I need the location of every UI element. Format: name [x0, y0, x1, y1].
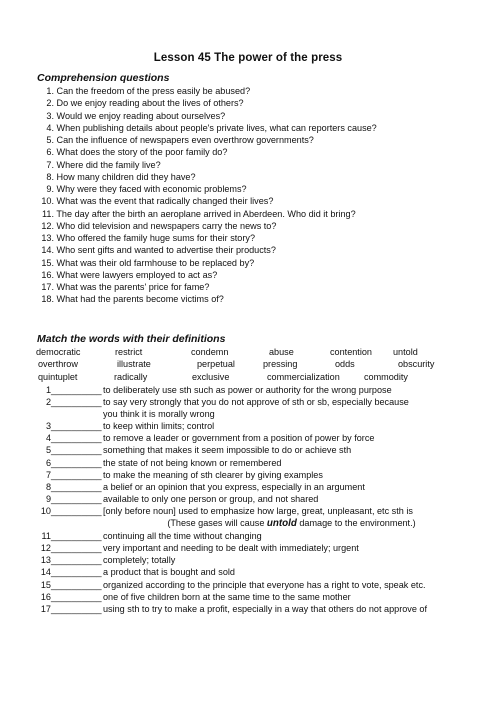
question-text: What does the story of the poor family do? [56, 147, 228, 158]
question-row [35, 195, 485, 207]
question-text: How many children did they have? [56, 171, 196, 182]
question-number: 14. [41, 245, 54, 256]
question-text: Who offered the family huge sums for their story? [56, 233, 255, 243]
word-bank-row [36, 358, 486, 370]
word-bank-item: democratic [36, 347, 81, 357]
definition-text: very important and needing to be dealt with immediately; urgent [103, 543, 359, 554]
definition-row [35, 579, 490, 591]
definition-number: 8 [45, 481, 51, 492]
answer-blank: __________ [51, 421, 102, 432]
definition-number: 16 [40, 591, 51, 602]
definition-number: 4 [45, 433, 51, 444]
word-bank-row [36, 371, 486, 383]
answer-blank: __________ [51, 469, 102, 480]
definition-number: 10 [40, 505, 51, 516]
definition-row [35, 530, 490, 542]
question-text: The day after the birth an aeroplane arrived in Aberdeen. Who did it bring? [56, 208, 356, 219]
answer-blank: __________ [51, 457, 102, 468]
definition-text: one of five children born at the same time to the same mother [103, 591, 351, 602]
definition-row [35, 469, 490, 481]
question-row [35, 85, 485, 97]
question-text: Where did the family live? [56, 159, 161, 170]
question-number: 4. [46, 122, 54, 133]
question-number: 1. [46, 86, 54, 96]
definition-number: 17 [40, 603, 51, 614]
question-number: 13. [41, 233, 54, 243]
example-text-before: (These gases will cause [167, 518, 267, 529]
definition-text: to make the meaning of sth clearer by giving examples [103, 469, 323, 480]
definition-row [35, 444, 490, 456]
question-number: 16. [41, 269, 54, 280]
definition-text: using sth to try to make a profit, especially in a way that others do not approve of [103, 603, 428, 614]
word-bank-item: untold [393, 347, 418, 357]
word-bank-item: exclusive [192, 371, 230, 382]
definition-text: continuing all the time without changing [103, 531, 262, 542]
question-number: 15. [41, 257, 54, 268]
question-row [35, 171, 485, 183]
definition-text: available to only one person or group, and not shared [103, 493, 319, 504]
question-number: 6. [46, 147, 54, 158]
definition-number: 12 [40, 543, 51, 554]
question-number: 11. [42, 208, 54, 219]
word-bank-item: obscurity [398, 359, 435, 370]
comprehension-question-list [35, 85, 485, 306]
definition-row [35, 566, 490, 578]
word-bank-item: restrict [115, 347, 143, 357]
question-text: Who sent gifts and wanted to advertise their products? [56, 245, 276, 256]
question-text: When publishing details about people's private lives, what can reporters cause? [56, 122, 377, 133]
question-row [35, 244, 485, 256]
definition-row [35, 603, 490, 615]
definition-number: 9 [45, 493, 51, 504]
answer-blank: __________ [51, 555, 102, 566]
question-text: Can the influence of newspapers even overthrow governments? [56, 135, 314, 145]
definition-number: 13 [40, 555, 51, 566]
question-row [35, 269, 485, 281]
word-bank-item: pressing [263, 359, 298, 370]
page-title: Lesson 45 The power of the press [153, 52, 343, 64]
question-text: Can the freedom of the press easily be abused? [56, 86, 251, 96]
definition-number: 2 [45, 397, 51, 408]
definition-row [35, 432, 490, 444]
answer-blank: __________ [51, 433, 102, 444]
definition-row [35, 384, 490, 396]
definition-number: 11 [41, 531, 51, 542]
comprehension-heading: Comprehension questions [37, 72, 170, 84]
answer-blank: __________ [51, 397, 102, 408]
question-row [35, 146, 485, 158]
question-row [35, 97, 485, 109]
question-text: What had the parents become victims of? [56, 294, 224, 305]
definition-row [35, 493, 490, 505]
answer-blank: __________ [51, 567, 102, 578]
definition-number: 14 [40, 567, 51, 578]
definition-text: to say very strongly that you do not approve of sth or sb, especially because [103, 397, 409, 408]
answer-blank: __________ [51, 445, 102, 456]
definition-text: to keep within limits; control [103, 421, 215, 432]
definition-row [35, 420, 490, 432]
definition-text: organized according to the principle that everyone has a right to vote, speak etc. [103, 579, 426, 590]
question-row [35, 220, 485, 232]
definition-continuation: you think it is morally wrong [103, 409, 215, 420]
answer-blank: __________ [51, 591, 102, 602]
word-bank-item: commercialization [267, 371, 340, 382]
answer-blank: __________ [51, 385, 102, 395]
definition-text: completely; totally [103, 555, 176, 566]
word-bank-row [36, 346, 486, 358]
answer-blank: __________ [51, 543, 102, 554]
question-number: 7. [46, 159, 54, 170]
answer-blank: __________ [51, 481, 102, 492]
question-number: 8. [46, 171, 54, 182]
word-bank-item: abuse [269, 347, 294, 357]
word-bank-item: contention [330, 347, 372, 357]
word-bank-item: illustrate [117, 359, 151, 370]
definition-text: a product that is bought and sold [103, 567, 235, 578]
definition-number: 5 [45, 445, 51, 456]
question-number: 10. [41, 196, 54, 207]
answer-blank: __________ [51, 493, 102, 504]
question-row [35, 122, 485, 134]
definition-row [35, 481, 490, 493]
definition-text: the state of not being known or remembered [103, 457, 282, 468]
question-number: 5. [46, 135, 54, 145]
example-sentence [35, 517, 490, 530]
definition-text: something that makes it seem impossible to do or achieve sth [103, 445, 352, 456]
definition-text: to deliberately use sth such as power or authority for the wrong purpose [103, 385, 392, 395]
definition-text: to remove a leader or government from a position of power by force [103, 433, 375, 444]
answer-blank: __________ [51, 531, 102, 542]
definition-number: 15 [40, 579, 51, 590]
question-row [35, 134, 485, 146]
question-row [35, 257, 485, 269]
definition-row [35, 505, 490, 517]
answer-blank: __________ [51, 579, 102, 590]
question-row [35, 159, 485, 171]
question-text: Why were they faced with economic problems? [56, 184, 247, 194]
word-bank [36, 346, 486, 383]
word-bank-item: commodity [364, 371, 408, 382]
definition-row [35, 396, 490, 408]
word-bank-item: overthrow [38, 359, 78, 370]
example-emphasis: untold [266, 518, 297, 530]
definition-row [35, 554, 490, 566]
question-row [35, 208, 485, 220]
answer-blank: __________ [51, 603, 102, 614]
definition-number: 7 [45, 469, 51, 480]
matching-heading: Match the words with their definitions [37, 333, 226, 345]
answer-blank: __________ [51, 505, 102, 516]
question-number: 3. [46, 110, 54, 121]
question-text: Do we enjoy reading about the lives of others? [56, 98, 244, 109]
word-bank-item: quintuplet [38, 371, 78, 382]
question-text: What was the event that radically changed their lives? [56, 196, 274, 207]
definition-number: 6 [45, 457, 51, 468]
question-text: Who did television and newspapers carry the news to? [56, 220, 277, 231]
definition-number: 1 [45, 385, 51, 395]
question-row [35, 293, 485, 305]
definition-text: a belief or an opinion that you express, especially in an argument [103, 481, 365, 492]
definition-row [35, 542, 490, 554]
question-number: 18. [41, 294, 54, 305]
word-bank-item: odds [335, 359, 355, 370]
question-row [35, 281, 485, 293]
example-text-after: damage to the environment.) [296, 518, 416, 529]
definition-list [35, 384, 490, 615]
question-text: What were lawyers employed to act as? [56, 269, 218, 280]
definition-row [35, 591, 490, 603]
word-bank-item: condemn [191, 347, 229, 357]
question-text: Would we enjoy reading about ourselves? [56, 110, 226, 121]
question-row [35, 232, 485, 244]
definition-number: 3 [45, 421, 51, 432]
word-bank-item: perpetual [197, 359, 235, 370]
question-number: 17. [41, 282, 54, 292]
question-number: 2. [46, 98, 54, 109]
question-row [35, 183, 485, 195]
question-row [35, 110, 485, 122]
question-text: What was the parents' price for fame? [56, 282, 210, 292]
question-number: 12. [41, 220, 54, 231]
word-bank-item: radically [114, 371, 148, 382]
definition-row [35, 457, 490, 469]
question-number: 9. [46, 184, 54, 194]
question-text: What was their old farmhouse to be replaced by? [56, 257, 255, 268]
definition-text: [only before noun] used to emphasize how large, great, unpleasant, etc sth is [103, 505, 413, 516]
